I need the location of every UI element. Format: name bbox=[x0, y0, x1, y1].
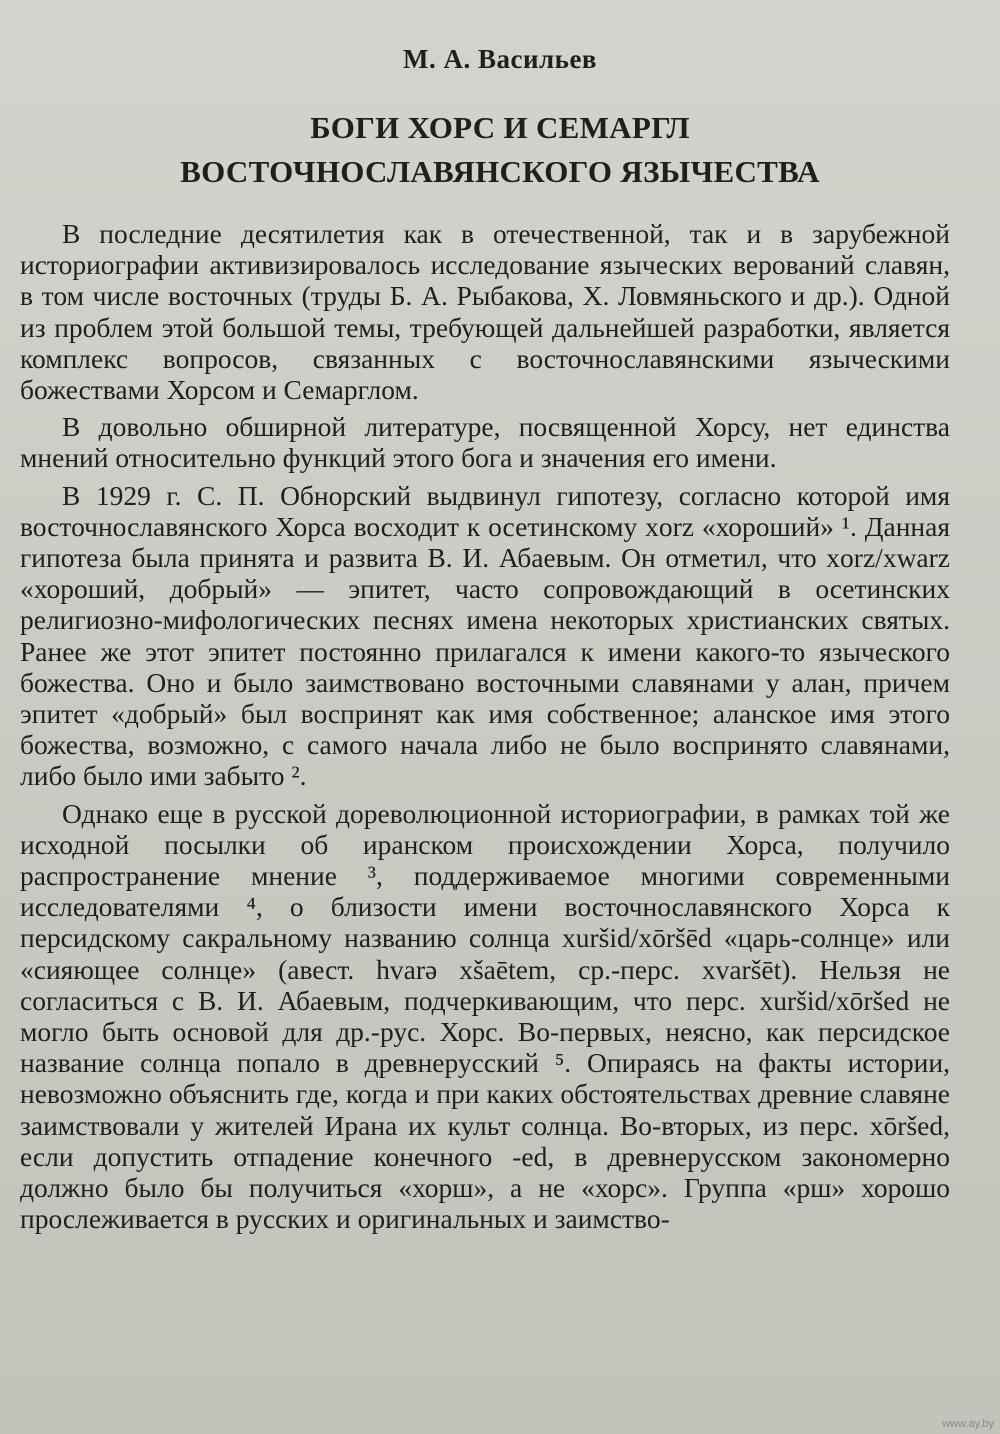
paragraph-2: В довольно обширной литературе, посвященной Хорсу, нет единства мнений относительно функций этого бога и значения его имени. bbox=[20, 411, 950, 474]
article-body bbox=[20, 218, 950, 1241]
article-author: М. А. Васильев bbox=[402, 44, 598, 74]
title-line-1: БОГИ ХОРС И СЕМАРГЛ bbox=[310, 110, 690, 145]
paragraph-4: Однако еще в русской дореволюционной историографии, в рамках той же исходной посылки об иранском происхождении Хорса, получило распространение мнение ³, поддерживаемое многими современными исследователями ⁴, о близости имени восточнославянского Хорса к персидскому сакральному названию солнца xuršid/xōršēd «царь-солнце» или «сияющее солнце» (авест. hvarə xšaētem, ср.-перс. xvaršēt). Нельзя не согласиться с В. И. Абаевым, подчеркивающим, что перс. xuršid/xōršed не могло быть основой для др.-рус. Хорс. Во-первых, неясно, как персидское название солнца попало в древнерусский ⁵. Опираясь на факты истории, невозможно объяснить где, когда и при каких обстоятельствах древние славяне заимствовали у жителей Ирана их культ солнца. Во-вторых, из перс. xōršed, если допустить отпадение конечного -ed, в древнерусском закономерно должно было бы получиться «хорш», а не «хорс». Группа «рш» хорошо прослеживается в русских и оригинальных и заимство- bbox=[20, 797, 950, 1235]
title-line-2: ВОСТОЧНОСЛАВЯНСКОГО ЯЗЫЧЕСТВА bbox=[180, 154, 820, 189]
site-watermark: www.ay.by bbox=[942, 1418, 994, 1430]
article-title bbox=[0, 106, 1000, 194]
paragraph-1: В последние десятилетия как в отечественной, так и в зарубежной историографии активизировалось исследование языческих верований славян, в том числе восточных (труды Б. А. Рыбакова, Х. Ловмяньского и др.). Одной из проблем этой большой темы, требующей дальнейшей разработки, является комплекс вопросов, связанных с восточнославянскими языческими божествами Хорсом и Семарглом. bbox=[20, 218, 950, 406]
paragraph-3: В 1929 г. С. П. Обнорский выдвинул гипотезу, согласно которой имя восточнославянского Хорса восходит к осетинскому xorz «хороший» ¹. Данная гипотеза была принята и развита В. И. Абаевым. Он отметил, что xorz/xwarz «хороший, добрый» — эпитет, часто сопровождающий в осетинских религиозно-мифологических песнях имена некоторых христианских святых. Ранее же этот эпитет постоянно прилагался к имени какого-то языческого божества. Оно и было заимствовано восточными славянами у алан, причем эпитет «добрый» был воспринят как имя собственное; аланское имя этого божества, возможно, с самого начала либо не было воспринято славянами, либо было ими забыто ². bbox=[20, 479, 950, 792]
